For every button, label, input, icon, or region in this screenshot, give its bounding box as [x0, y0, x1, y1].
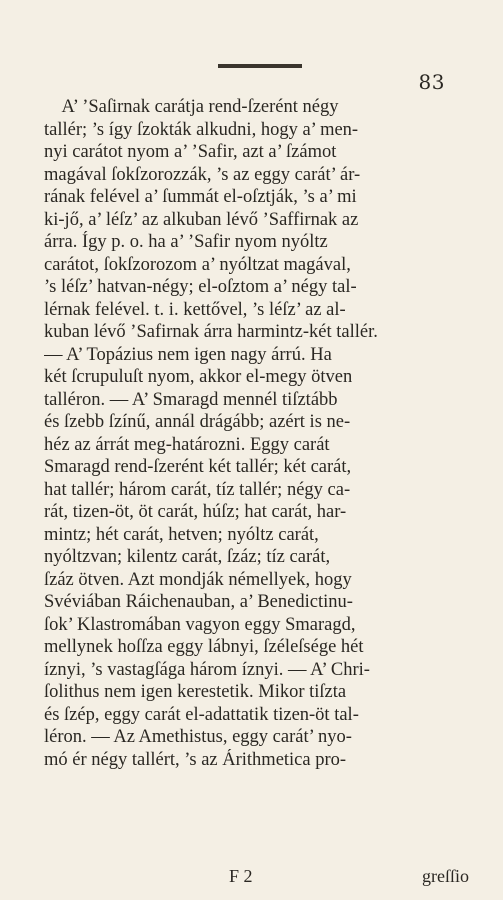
text-line: rát, tizen-öt, öt carát, húſz; hat carát, har-: [44, 502, 347, 522]
text-line: Svéviában Ráichenauban, a’ Benedictinu-: [44, 592, 353, 612]
catchword: greſſio: [422, 866, 469, 886]
text-line: A’ ’Saſirnak carátja rend-ſzerént négy: [44, 97, 339, 117]
text-line: ſok’ Klastromában vagyon eggy Smaragd,: [44, 614, 356, 635]
text-line: ki-jő, a’ léſz’ az alkuban lévő ’Saffirnak az: [44, 209, 359, 230]
text-line: árra. Így p. o. ha a’ ’Safir nyom nyóltz: [44, 232, 328, 252]
text-line: ſzáz ötven. Azt mondják némellyek, hogy: [44, 569, 352, 590]
text-line: ’s léſz’ hatvan-négy; el-oſztom a’ négy tal-: [44, 277, 357, 297]
text-line: tallér; ’s így ſzokták alkudni, hogy a’ men-: [44, 119, 359, 140]
text-line: léron. — Az Amethistus, eggy carát’ nyo-: [44, 727, 352, 747]
text-line: és ſzebb ſzínű, annál drágább; azért is ne-: [44, 412, 351, 432]
text-line: magával ſokſzorozzák, ’s az eggy carát’ ár-: [44, 164, 361, 185]
footer-line: [44, 866, 469, 888]
text-line: héz az árrát meg-határozni. Eggy carát: [44, 434, 330, 455]
header-ornament-rule: [218, 64, 302, 68]
text-line: mintz; hét carát, hetven; nyóltz carát,: [44, 524, 319, 545]
signature-mark: F 2: [229, 866, 253, 886]
text-line: hat tallér; három carát, tíz tallér; négy ca-: [44, 479, 351, 500]
text-line: és ſzép, eggy carát el-adattatik tizen-öt tal-: [44, 704, 359, 725]
text-line: Smaragd rend-ſzerént két tallér; két carát,: [44, 457, 352, 477]
body-text: [44, 96, 469, 771]
text-line: mellynek hoſſza eggy lábnyi, ſzéleſsége hét: [44, 637, 364, 657]
text-line: két ſcrupuluſt nyom, akkor el-megy ötven: [44, 367, 353, 387]
text-line: nyi carátot nyom a’ ’Safir, azt a’ ſzámot: [44, 142, 337, 162]
text-line: talléron. — A’ Smaragd mennél tiſztább: [44, 389, 338, 410]
text-line: ſolithus nem igen kerestetik. Mikor tiſzta: [44, 682, 347, 702]
text-line: lérnak felével. t. i. kettővel, ’s léſz’ az al-: [44, 299, 346, 320]
text-line: — A’ Topázius nem igen nagy árrú. Ha: [44, 344, 332, 365]
page-number: 83: [418, 70, 445, 94]
text-line: nyóltzvan; kilentz carát, ſzáz; tíz carát,: [44, 547, 331, 567]
text-line: íznyi, ’s vastagſága három íznyi. — A’ Chri-: [44, 659, 370, 680]
text-line: kuban lévő ’Safirnak árra harmintz-két tallér.: [44, 322, 378, 342]
text-line: rának felével a’ ſummát el-oſztják, ’s a’ mi: [44, 187, 357, 207]
text-line: mó ér négy tallért, ’s az Árithmetica pro-: [44, 749, 347, 770]
text-line: carátot, ſokſzorozom a’ nyóltzat magával,: [44, 254, 351, 275]
